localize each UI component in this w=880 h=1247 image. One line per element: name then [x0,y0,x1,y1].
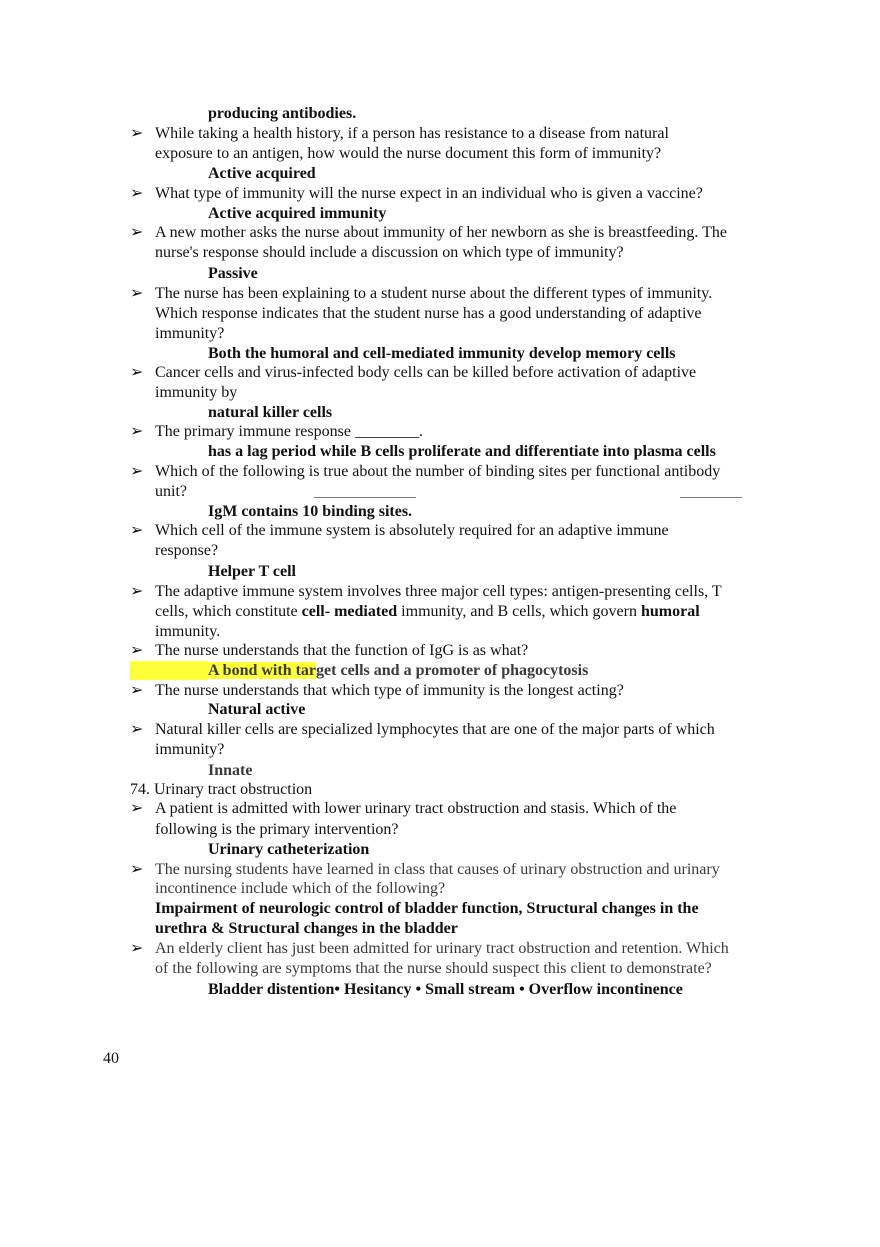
question-text: The adaptive immune system involves three major cell types: antigen-presenting cells, T [155,583,722,600]
question-text: unit? [155,483,187,500]
answer-text: producing antibodies. [208,105,357,122]
answer-text: Natural active [208,701,306,718]
blank-line [314,497,416,498]
bullet-arrow: ➢ [130,364,144,381]
answer-text: has a lag period while B cells proliferate and differentiate into plasma cells [208,443,716,460]
question-text: Which cell of the immune system is absolutely required for an adaptive immune [155,522,669,539]
bullet-arrow: ➢ [130,185,144,202]
question-text: incontinence include which of the following? [155,880,446,897]
bold-term: humoral [640,603,700,620]
answer-text: Urinary catheterization [208,841,370,858]
answer-text: Passive [208,265,258,282]
answer-text: Active acquired immunity [208,205,387,222]
answer-text: Helper T cell [208,563,296,580]
question-text: What type of immunity will the nurse expect in an individual who is given a vaccine? [155,185,703,202]
bullet-arrow: ➢ [130,861,144,878]
bullet-arrow: ➢ [130,682,144,699]
question-text: The primary immune response ________. [155,423,423,440]
highlighted-run: A bond with tar [208,662,317,679]
bullet-arrow: ➢ [130,583,144,600]
blank-line [680,497,742,498]
question-text: immunity by [155,384,238,401]
bullet-arrow: ➢ [130,522,144,539]
question-text: nurse's response should include a discussion on which type of immunity? [155,244,624,261]
question-text: immunity? [155,325,225,342]
question-text [155,602,700,622]
bullet-arrow: ➢ [130,940,144,957]
answer-text: urethra & Structural changes in the bladder [155,920,458,937]
question-text: Natural killer cells are specialized lymphocytes that are one of the major parts of which [155,721,715,738]
answer-text: Both the humoral and cell-mediated immunity develop memory cells [208,345,676,362]
question-text: immunity? [155,741,225,758]
answer-text: Innate [208,762,253,779]
question-text: of the following are symptoms that the nurse should suspect this client to demonstrate? [155,960,712,977]
text-run: get cells and a promoter of phagocytosis [316,662,589,679]
bold-term: cell- mediated [301,603,398,620]
question-text: The nursing students have learned in class that causes of urinary obstruction and urinary [155,861,720,878]
section-heading: 74. Urinary tract obstruction [130,781,313,798]
question-text: Which response indicates that the student nurse has a good understanding of adaptive [155,305,702,322]
question-text: immunity. [155,623,221,640]
question-text: A new mother asks the nurse about immunity of her newborn as she is breastfeeding. The [155,224,728,241]
question-text: Cancer cells and virus-infected body cells can be killed before activation of adaptive [155,364,697,381]
question-text: response? [155,542,219,559]
bullet-arrow: ➢ [130,285,144,302]
answer-text: natural killer cells [208,404,333,421]
question-text: following is the primary intervention? [155,821,399,838]
text-run: cells, which constitute [155,603,302,620]
bullet-arrow: ➢ [130,721,144,738]
question-text: exposure to an antigen, how would the nurse document this form of immunity? [155,145,662,162]
page-number: 40 [103,1050,119,1067]
question-text: Which of the following is true about the number of binding sites per functional antibody [155,463,721,480]
question-text: A patient is admitted with lower urinary tract obstruction and stasis. Which of the [155,800,677,817]
question-text: The nurse understands that the function of IgG is as what? [155,642,529,659]
answer-text [208,661,588,681]
bullet-arrow: ➢ [130,423,144,440]
question-text: While taking a health history, if a person has resistance to a disease from natural [155,125,669,142]
question-text: An elderly client has just been admitted for urinary tract obstruction and retention. Which [155,940,729,957]
answer-text: Bladder distention• Hesitancy • Small stream • Overflow incontinence [208,981,683,998]
bullet-arrow: ➢ [130,125,144,142]
answer-text: Impairment of neurologic control of bladder function, Structural changes in the [155,900,699,917]
text-run: immunity, and B cells, which govern [397,603,641,620]
question-text: The nurse understands that which type of immunity is the longest acting? [155,682,624,699]
bullet-arrow: ➢ [130,642,144,659]
bullet-arrow: ➢ [130,800,144,817]
bullet-arrow: ➢ [130,463,144,480]
question-text: The nurse has been explaining to a student nurse about the different types of immunity. [155,285,713,302]
highlight-mark [130,661,208,680]
bullet-arrow: ➢ [130,224,144,241]
answer-text: IgM contains 10 binding sites. [208,503,413,520]
answer-text: Active acquired [208,165,316,182]
